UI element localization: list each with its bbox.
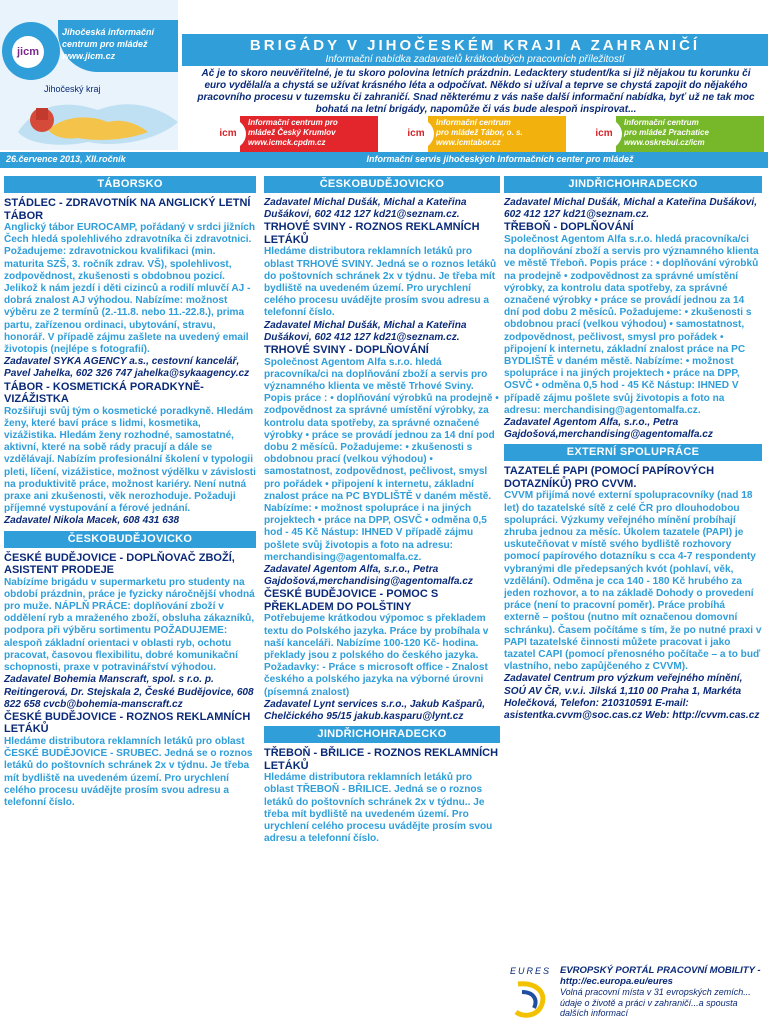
centre-line-1: Informační centrum xyxy=(624,118,699,127)
icm-logo-icon: icm xyxy=(210,118,246,150)
eures-box[interactable] xyxy=(508,964,764,1024)
centre-text xyxy=(624,118,754,148)
ad-title: ČESKÉ BUDĚJOVICE - ROZNOS REKLAMNÍCH LETÁKŮ xyxy=(4,710,251,736)
section-header-jindrichohradecko: JINDŘICHOHRADECKO xyxy=(504,176,762,193)
section-header-externi-spoluprace: EXTERNÍ SPOLUPRÁCE xyxy=(504,444,762,461)
page-header xyxy=(0,0,768,168)
ad-body: Anglický tábor EUROCAMP, pořádaný v srdci jižních Čech hledá spolehlivého zdravotníka či zdravotnici. Požadujeme: zdravotnickou kvalifikaci (min. maturita SZŠ, 3. ročník zdrav. VŠ), spolehlivost, zodpovědnost, zkušenosti s obdobnou pozicí. Jelikož k nám jezdí i děti cizinců a rodilí mluvčí AJ - dobrá znalost AJ výhodou. Nabízíme: možnost výběru ze 2 termínů (2.-11.8. nebo 11.-22.8.), prima partu, zařízenou ordinaci, ubytování, stravu, honorář. V případě zájmu zašlete na uvedený email životopis (nejlépe s fotografií). xyxy=(4,222,256,356)
ad-title: TŘEBOŇ - BŘILICE - ROZNOS REKLAMNÍCH LETÁKŮ xyxy=(264,747,499,772)
region-map-icon xyxy=(8,92,184,150)
ad-title: TRHOVÉ SVINY - ROZNOS REKLAMNÍCH LETÁKŮ xyxy=(264,221,480,246)
ad-contact: Zadavatel Nikola Macek, 608 431 638 xyxy=(4,515,180,527)
centre-card-prachatice[interactable] xyxy=(586,116,764,152)
ad-title: STÁDLEC - ZDRAVOTNÍK NA ANGLICKÝ LETNÍ TÁBOR xyxy=(4,197,251,222)
page-title: BRIGÁDY V JIHOČESKÉM KRAJI A ZAHRANIČÍ xyxy=(249,37,701,54)
section-header-taborsko: TÁBORSKO xyxy=(4,176,256,193)
ad-body: Nabízíme brigádu v supermarketu pro studenty na období prázdnin, práce je fyzicky náročnější vhodná pro muže. NÁPLŇ PRÁCE: doplňování zboží v oddělení ryb a mraženého zboží, obsluha zákazníků, podpora při výběru sortimentu POŽADUJEME: alespoň základní orientaci v oblasti ryb, ochotu pracovat, časovou flexibilitu, dobré komunikační schopnosti, praxe v potravinářství výhodou. xyxy=(4,576,255,674)
ad-title: TŘEBOŇ - DOPLŇOVÁNÍ xyxy=(504,221,634,234)
icm-logo-icon: icm xyxy=(586,118,622,150)
ad-contact[interactable]: Zadavatel Agentom Alfa, s.r.o., Petra Gajdošová,merchandising@agentomalfa.cz xyxy=(264,563,473,588)
centre-text xyxy=(436,118,566,148)
date-bar xyxy=(0,152,768,168)
title-bar xyxy=(182,34,768,66)
section-header-jindrichohradecko: JINDŘICHOHRADECKO xyxy=(264,726,500,743)
ad-contact[interactable]: Zadavatel Michal Dušák, Michal a Kateřina Dušákovi, 602 412 127 kd21@seznam.cz. xyxy=(264,319,467,343)
ad-contact[interactable]: Zadavatel Centrum pro výzkum veřejného mínění, SOÚ AV ČR, v.v.i. Jilská 1,110 00 Praha 1, Markéta Holečková, Telefon: 210310591 E-mail: asistentka.cvvm@soc.cas.cz Web: http://cvvm.cas.cz xyxy=(504,673,760,722)
intro-text: Ač je to skoro neuvěřitelné, je tu skoro polovina letních prázdnin. Ledacktery student/ka si již nějakou tu korunku či euro vydělal/a a chystá se užívat krásného léta a odpočívat. Někdo si užíval a teprve se chystá zapojit do nějakého pracovního procesu v tuzemsku či zahraničí. Snad některému z vás naše další informační nabídka, byť už ne tak moc bohatá na letní brigády, napomůže či vás bude alespoň inspirovat... xyxy=(197,68,755,115)
ad-body: Hledáme distributora reklamních letáků pro oblast TRHOVÉ SVINY. Jedná se o roznos letáků do poštovních schránek 2x v týdnu. Je třeba mít bydliště na uvedeném území. Pro urychlení celého procesu uvádějte prosím svou adresu a telefonní číslo. xyxy=(264,246,497,319)
centre-card-cesky-krumlov[interactable] xyxy=(210,116,378,152)
ad-body: Rozšiřuji svůj tým o kosmetické poradkyně. Hledám ženy, které baví práce s lidmi, kosmetika, vizážistika. Hledám ženy rozhodné, samostatné, aktivní, které na sobě rády pracují a dále se vzdělávají. Nabízím profesionální školení v typologii pleti, líčení, vizážistice, možnost výdělku v závislosti na produktivitě práce, možnost kariéry. Není nutná praxe ani zkušenosti, věk nerozhoduje. Požaduji příjemné vystupování a férové jednání. xyxy=(4,405,256,515)
ad-title: ČESKÉ BUDĚJOVICE - POMOC S PŘEKLADEM DO POLŠTINY xyxy=(264,588,439,613)
region-label: Jihočeský kraj xyxy=(44,84,101,94)
centre-line-2: pro mládež Tábor, o. s. xyxy=(436,128,523,137)
ad-body: Společnost Agentom Alfa s.r.o. hledá pracovníka/ci na doplňování zboží a servis pro významného klienta ve městě Trhové Sviny. Popis práce : • doplňování výrobků na prodejně • zodpovědnost za správné umístění výrobky, za kontrolu data spotřeby, za správné označené výrobky • práce se provádí jednou za 14 dní pod dobu 2 měsíců. Požadujeme: • zkušenosti s obdobnou prací (velkou výhodou) • samostatnost, zodpovědnost, pečlivost, smysl pro pořádek • připojení k internetu, základní znalost práce na PC BYDLIŠTĚ v daném městě. Nabízíme: • možnost spolupráce i na jiných projektech • práce na DPP, OSVČ • odměna 0,5 hod - 45 Kč Nástup: IHNED V případě zájmu pošlete svůj životopis a foto na adresu: merchandising@agentomalfa.cz. xyxy=(264,356,499,563)
ad-body: Hledáme distributora reklamních letáků pro oblast ČESKÉ BUDĚJOVICE - SRUBEC. Jedná se o roznos letáků do poštovních schránek 2x v týdnu. Je třeba mít bydliště na uvedeném území. Pro urychlení celého procesu uvádějte prosím svou adresu a telefonní číslo. xyxy=(4,735,253,808)
centre-line-1: Informační centrum pro xyxy=(248,118,338,127)
service-label: Informační servis jihočeských Informačních center pro mládež xyxy=(366,154,634,164)
centre-line-2: mládež Český Krumlov xyxy=(248,128,336,137)
column-middle xyxy=(264,176,500,845)
column-right xyxy=(504,176,762,722)
centre-url[interactable]: www.icmck.cpdm.cz xyxy=(248,138,326,147)
ad-contact[interactable]: Zadavatel Michal Dušák, Michal a Kateřina Dušákovi, 602 412 127 kd21@seznam.cz. xyxy=(264,197,467,221)
ad-contact[interactable]: Zadavatel Lynt services s.r.o., Jakub Kašparů, Chelčického 95/15 jakub.kasparu@lynt.cz xyxy=(264,698,486,723)
ad-contact[interactable]: Zadavatel Agentom Alfa, s.r.o., Petra Gajdošová,merchandising@agentomalfa.cz xyxy=(504,416,713,441)
centre-text xyxy=(248,118,378,148)
centre-line-2: pro mládež Prachatice xyxy=(624,128,709,137)
logo-line-2: centrum pro mládež xyxy=(62,39,148,49)
eures-title[interactable]: EVROPSKÝ PORTÁL PRACOVNÍ MOBILITY - http://ec.europa.eu/eures xyxy=(560,965,761,987)
centre-line-1: Informační centrum xyxy=(436,118,511,127)
issue-date: 26.července 2013, XII.ročník xyxy=(6,154,126,164)
eures-logo-word: EURES xyxy=(510,966,552,976)
ad-title: TRHOVÉ SVINY - DOPLŇOVÁNÍ xyxy=(264,344,429,357)
centre-url[interactable]: www.oskrebul.cz/icm xyxy=(624,138,705,147)
ad-title: TÁBOR - KOSMETICKÁ PORADKYNĚ-VIZÁŽISTKA xyxy=(4,380,204,406)
ad-body: CVVM přijímá nové externí spolupracovníky (nad 18 let) do tazatelské sítě z celé ČR pro dlouhodobou spolupráci. Výzkumy veřejného mínění probíhají zhruba jednou za měsíc. Úkolem tazatele (PAPI) je uskutečňovat v místě svého bydliště rozhovory pomocí papírového dotazníku s cca 4-7 respondenty vybranými dle předepsaných kvót (pohlaví, věk, vzdělání). Odměna je cca 140 - 180 Kč hrubého za jeden rozhovor, a to na základě Dohody o provedení práce (není to pracovní poměr). Práce probíhá externě – poštou (nutno mít označenou domovní schránku). Časem počítáme s tím, že po nutné praxi v PAPI tazatelské činnosti můžete pracovat i jako tazatel CAPI (pomocí přenosného počítače – a to buď vlastního, nebo zapůjčeného z CVVM). xyxy=(504,490,762,673)
ad-body: Hledáme distributora reklamních letáků pro oblast TŘEBOŇ - BŘILICE. Jedná se o roznos letáků do poštovních schránek 2x v týdnu.. Je třeba mít bydliště na uvedeném území. Pro urychlení celého procesu uvádějte prosím svou adresu a telefonní číslo. xyxy=(264,772,493,845)
eures-logo xyxy=(508,964,556,1022)
section-header-ceskobudejovicko: ČESKOBUDĚJOVICKO xyxy=(264,176,500,193)
ad-contact[interactable]: Zadavatel Bohemia Manscraft, spol. s r.o. p. Reitingerová, Dr. Stejskala 2, České Budějovice, 608 822 658 cvcb@bohemia-manscraft.cz xyxy=(4,674,254,710)
column-left xyxy=(4,176,256,809)
icm-logo-icon: icm xyxy=(398,118,434,150)
page-subtitle: Informační nabídka zadavatelů krátkodobých pracovních příležitostí xyxy=(325,54,625,65)
ad-contact[interactable]: Zadavatel Michal Dušák, Michal a Kateřina Dušákovi, 602 412 127 kd21@seznam.cz. xyxy=(504,197,757,221)
centre-url[interactable]: www.icmtabor.cz xyxy=(436,138,501,147)
jicm-logo-badge: jicm xyxy=(12,36,44,68)
logo-url: www.jicm.cz xyxy=(62,51,116,61)
eures-swirl-icon xyxy=(512,978,552,1020)
ad-body: Potřebujeme krátkodou výpomoc s překladem textu do Polského jazyka. Práce by probíhala v naší kanceláři. Nabízíme 100-120 Kč- hodina. překlady jsou z polského do českého jazyka. Požadavky: - Práce s microsoft office - Znalost českého a polského jazyka na výborné úrovni (písemná znalost) xyxy=(264,613,489,698)
jicm-logo xyxy=(2,22,60,80)
jicm-logo-area xyxy=(0,0,178,150)
eures-description: Volná pracovní místa v 31 evropských zemích... údaje o životě a práci v zahraničí...a spousta dalších informací xyxy=(560,987,751,1018)
ad-title: ČESKÉ BUDĚJOVICE - DOPLŇOVAČ ZBOŽÍ, ASISTENT PRODEJE xyxy=(4,551,235,577)
eures-text xyxy=(560,966,764,1019)
jicm-logo-text xyxy=(62,26,174,62)
ad-body: Společnost Agentom Alfa s.r.o. hledá pracovníka/ci na doplňování zboží a servis pro významného klienta ve městě Třeboň. Popis práce : • doplňování výrobků na prodejně • zodpovědnost za správné umístění výrobky, za kontrolu data spotřeby, za správné označené výrobky • práce se provádí jednou za 14 dní pod dobu 2 měsíců. Požadujeme: • zkušenosti s obdobnou prací (velkou výhodou) • samostatnost, zodpovědnost, pečlivost, smysl pro pořádek • připojení k internetu, základní znalost práce na PC BYDLIŠTĚ v daném městě. Nabízíme: • možnost spolupráce i na jiných projektech • práce na DPP, OSVČ • odměna 0,5 hod - 45 Kč Nástup: IHNED V případě zájmu pošlete svůj životopis a foto na adresu: merchandising@agentomalfa.cz. xyxy=(504,233,759,416)
ad-contact[interactable]: Zadavatel SYKA AGENCY a.s., cestovní kancelář, Pavel Jahelka, 602 326 747 jahelka@sykaagency.cz xyxy=(4,356,250,380)
logo-line-1: Jihočeská informační xyxy=(62,27,155,37)
section-header-ceskobudejovicko: ČESKOBUDĚJOVICKO xyxy=(4,531,256,548)
ad-title: TAZATELÉ PAPI (POMOCÍ PAPÍROVÝCH DOTAZNÍKŮ) PRO CVVM. xyxy=(504,465,715,490)
centre-card-tabor[interactable] xyxy=(398,116,566,152)
